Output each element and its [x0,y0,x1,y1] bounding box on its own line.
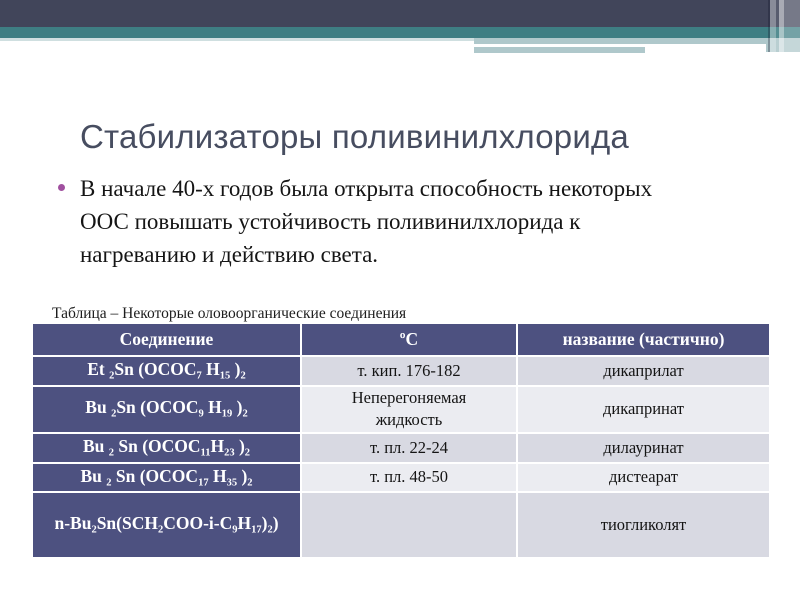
table-row [32,356,770,386]
name-cell: тиогликолят [517,492,770,558]
compound-formula: Et $_2$Sn ($OCOC_7$ $H_{15}$ )$_2$ [32,356,301,386]
bullet-text [80,172,764,271]
top-bar-teal [0,27,800,38]
temperature-cell: т. кип. 176-182 [301,356,517,386]
bullet-icon [58,184,65,191]
bullet-text-line: В начале 40-х годов была открыта способность некоторых [80,176,653,201]
name-cell: дикапринат [517,386,770,433]
bullet-text-line: нагреванию и действию света. [80,242,379,267]
header-compound: Соединение [32,323,301,356]
top-bar-pale-strip [0,38,474,41]
top-bar-light-teal-lower [474,47,645,53]
compound-formula: Bu $_2$Sn ($OCOC_9$ $H_{19}$ )$_2$ [32,386,301,433]
top-bar-light-teal [474,38,800,44]
header-name: название (частично) [517,323,770,356]
table-row [32,492,770,558]
name-cell: дикаприлат [517,356,770,386]
compound-formula: $n-Bu_2Sn(SCH_2COO-i-C_9H_{17})_2$) [32,492,301,558]
top-bar-navy [0,0,800,27]
compounds-table [31,322,771,559]
table-header-row [32,323,770,356]
name-cell: дилауринат [517,433,770,463]
name-cell: дистеарат [517,463,770,493]
slide-title: Стабилизаторы поливинилхлорида [80,118,629,156]
temperature-cell: Неперегоняемая жидкость [301,386,517,433]
header-temperature: ºС [301,323,517,356]
table-row [32,463,770,493]
compound-formula: Bu $_2$ Sn ($OCOC_{11}H_{23}$ )$_2$ [32,433,301,463]
temperature-cell: т. пл. 48-50 [301,463,517,493]
temperature-cell: т. пл. 22-24 [301,433,517,463]
temperature-cell [301,492,517,558]
compound-formula: Bu $_2$ Sn ($OCOC_{17}$ $H_{35}$ )$_2$ [32,463,301,493]
table-row [32,433,770,463]
bullet-paragraph [58,172,764,271]
bullet-text-line: ООС повышать устойчивость поливинилхлорида к [80,209,581,234]
top-right-stripes-decoration [764,0,800,52]
table-row [32,386,770,433]
table-caption: Таблица – Некоторые оловоорганические соединения [52,304,407,322]
